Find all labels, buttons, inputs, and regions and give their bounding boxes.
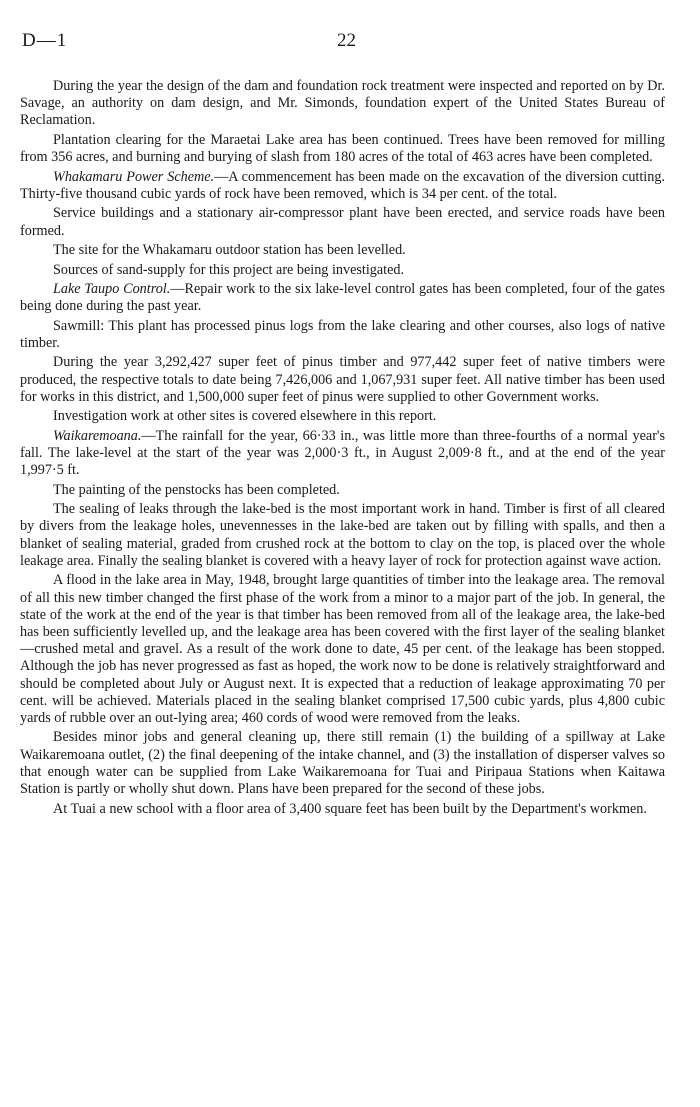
paragraph: At Tuai a new school with a floor area of 3,400 square feet has been built by the Department's workmen. bbox=[53, 800, 647, 817]
paragraph: Investigation work at other sites is covered elsewhere in this report. bbox=[53, 408, 437, 425]
paragraph: Waikaremoana.—The rainfall for the year, 66·33 in., was little more than three-fourths of a normal year's fall. The lake-level at the start of the year was 2,000·3 ft., in August 2,009·8 ft., and at the end of the year 1,997·5 ft. bbox=[20, 427, 665, 479]
paragraph: During the year the design of the dam and foundation rock treatment were inspected and reported on by Dr. Savage, an authority on dam design, and Mr. Simonds, foundation expert of the United States Bureau of Reclamation. bbox=[20, 78, 665, 129]
page-number: 22 bbox=[337, 30, 356, 51]
paragraph: During the year 3,292,427 super feet of pinus timber and 977,442 super feet of native timbers were produced, the respective totals to date being 7,426,006 and 1,067,931 super feet. All native timber has been used for works in this district, and 1,500,000 super feet of pinus were supplied to other Government works. bbox=[20, 354, 665, 405]
paragraph: The site for the Whakamaru outdoor station has been levelled. bbox=[53, 242, 406, 259]
paragraph: Besides minor jobs and general cleaning up, there still remain (1) the building of a spillway at Lake Waikaremoana outlet, (2) the final deepening of the intake channel, and (3) the installation of disperser valves so that enough water can be supplied from Lake Waikaremoana for Tuai and Piripaua Stations when Kaitawa Station is partly or wholly shut down. Plans have been prepared for the second of these jobs. bbox=[20, 729, 665, 798]
paragraph: Service buildings and a stationary air-compressor plant have been erected, and service roads have been formed. bbox=[20, 205, 665, 239]
section-heading: Whakamaru Power Scheme. bbox=[53, 168, 215, 185]
paragraph: Plantation clearing for the Maraetai Lake area has been continued. Trees have been removed for milling from 356 acres, and burning and burying of slash from 180 acres of the total of 463 acres have been completed. bbox=[20, 131, 665, 166]
page-header bbox=[20, 30, 665, 56]
paragraph: The sealing of leaks through the lake-bed is the most important work in hand. Timber is first of all cleared by divers from the leakage holes, unevennesses in the lake-bed are taken out by filling with spalls, and then a blanket of sealing material, graded from crushed rock at the bottom to clay on the top, is placed over the whole leakage area. Finally the sealing blanket is covered with a heavy layer of rock for protection against wave action. bbox=[20, 501, 665, 569]
paragraph: Sources of sand-supply for this project are being investigated. bbox=[53, 261, 405, 278]
paragraph: A flood in the lake area in May, 1948, brought large quantities of timber into the leakage area. The removal of all this new timber changed the first phase of the work from a minor to a major part of the job. In general, the state of the work at the end of the year is that timber has been removed from all of the leakage area, the lake-bed has been sufficiently levelled up, and the leakage area has been covered with the first layer of the sealing blanket—crushed metal and gravel. As a result of the work done to date, 45 per cent. of the leakage has been stopped. Although the job has never progressed as fast as hoped, the work now to be done is relatively straightforward and should be completed about July or August next. It is expected that a reduction of leakage approximating 70 per cent. will be achieved. Materials placed in the sealing blanket comprised 17,500 cubic yards, plus 4,800 cubic yards of rubble over an out-lying area; 460 cords of wood were removed from the leaks. bbox=[20, 572, 665, 726]
section-heading: Waikaremoana. bbox=[53, 427, 142, 444]
paragraph: Whakamaru Power Scheme.—A commencement has been made on the excavation of the diversion cutting. Thirty-five thousand cubic yards of rock have been removed, which is 34 per cent. of the total. bbox=[20, 168, 665, 202]
paragraph: Sawmill: This plant has processed pinus logs from the lake clearing and other courses, also logs of native timber. bbox=[20, 317, 665, 351]
body-text bbox=[20, 78, 665, 818]
paragraph: The painting of the penstocks has been completed. bbox=[53, 481, 340, 498]
section-heading: Lake Taupo Control. bbox=[53, 281, 171, 298]
document-reference: D—1 bbox=[22, 30, 68, 51]
document-page bbox=[20, 30, 665, 820]
paragraph: Lake Taupo Control.—Repair work to the six lake-level control gates has been completed, four of the gates being done during the past year. bbox=[20, 281, 665, 315]
